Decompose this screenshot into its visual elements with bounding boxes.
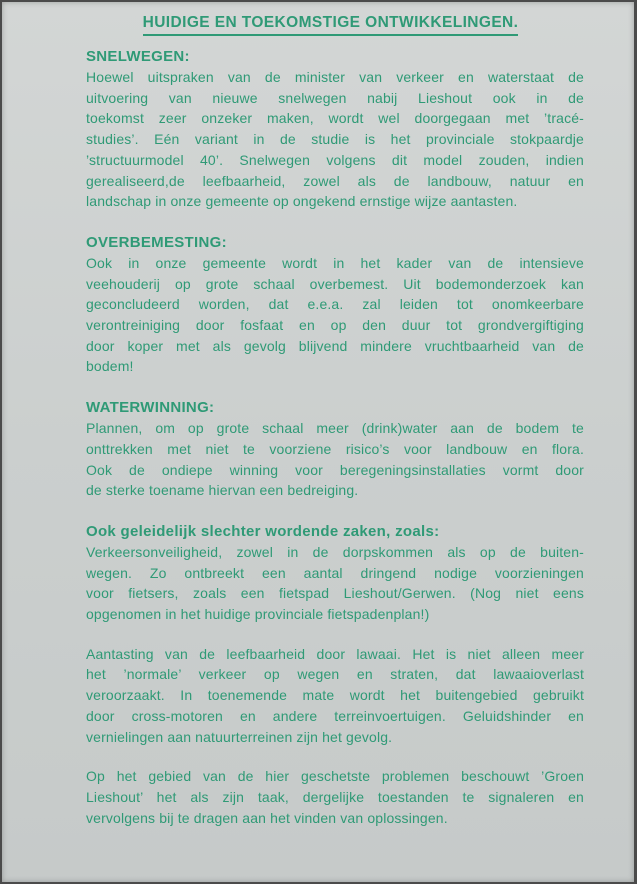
section-heading: Ook geleidelijk slechter wordende zaken, zoals: — [86, 522, 440, 540]
document-body — [86, 46, 584, 828]
text-line: landschap in onze gemeente op ongekend ernstige wijze aantasten. — [86, 193, 518, 210]
text-line: studies’. Eén variant in de studie is het provinciale stokpaardje — [86, 131, 584, 148]
text-line: Op het gebied van de hier geschetste problemen beschouwt ’Groen — [86, 768, 584, 785]
spacer — [86, 501, 584, 521]
text-line: ’structuurmodel 40’. Snelwegen volgens dit model zouden, indien — [86, 151, 584, 168]
text-line: door koper met als gevolg blijvend mindere vruchtbaarheid van de — [86, 337, 584, 354]
text-line: vernielingen aan natuurterreinen zijn het gevolg. — [86, 728, 393, 745]
section-snelwegen — [86, 46, 584, 212]
text-line: Ook in onze gemeente wordt in het kader van de intensieve — [86, 254, 584, 271]
section-paragraph — [86, 418, 584, 501]
text-line: voor fietsers, zoals een fietspad Lieshout/Gerwen. (Nog niet eens — [86, 585, 584, 602]
spacer — [86, 377, 584, 397]
spacer — [86, 625, 584, 644]
section-waterwinning — [86, 397, 584, 501]
text-line: Aantasting van de leefbaarheid door lawaai. Het is niet alleen meer — [86, 645, 584, 662]
text-line: wegen. Zo ontbreekt een aantal dringend nodige voorzieningen — [86, 564, 584, 581]
section-paragraph — [86, 67, 584, 212]
paragraph-lawaai — [86, 644, 584, 748]
paragraph-groen-lieshout — [86, 766, 584, 828]
section-heading: WATERWINNING: — [86, 399, 215, 417]
text-line: uitvoering van nieuwe snelwegen nabij Lieshout ook in de — [86, 89, 584, 106]
title-wrapper — [117, 14, 544, 36]
spacer — [86, 747, 584, 766]
text-line: veehouderij op grote schaal overbemest. Uit bodemonderzoek kan — [86, 275, 584, 292]
text-line: het ’normale’ verkeer op wegen en straten, dat lawaaioverlast — [86, 666, 584, 683]
text-line: gerealiseerd,de leefbaarheid, zowel als de landbouw, natuur en — [86, 172, 584, 189]
text-line: bodem! — [86, 358, 134, 375]
text-line: vervolgens bij te dragen aan het vinden van oplossingen. — [86, 809, 448, 826]
text-line: onttrekken met niet te voorziene risico’s voor landbouw en flora. — [86, 440, 584, 457]
text-line: Ook de ondiepe winning voor beregeningsinstallaties vormt door — [86, 461, 584, 478]
section-heading: SNELWEGEN: — [86, 48, 190, 65]
text-line: verontreiniging door fosfaat en op den duur tot grondvergiftiging — [86, 317, 584, 334]
text-line: opgenomen in het huidige provinciale fietspadenplan!) — [86, 606, 430, 623]
section-overbemesting — [86, 232, 584, 377]
section-paragraph — [86, 542, 584, 625]
section-heading: OVERBEMESTING: — [86, 233, 227, 251]
text-line: toekomst zeer onzeker maken, wordt wel doorgegaan met ’tracé- — [86, 110, 584, 127]
page-title: HUIDIGE EN TOEKOMSTIGE ONTWIKKELINGEN. — [143, 14, 519, 36]
text-line: geconcludeerd worden, dat e.e.a. zal leiden tot onomkeerbare — [86, 296, 584, 313]
text-line: de sterke toename hiervan een bedreiging. — [86, 482, 359, 499]
section-slechter-wordende-zaken — [86, 521, 584, 625]
text-line: Verkeersonveiligheid, zowel in de dorpskommen als op de buiten- — [86, 543, 584, 560]
section-paragraph — [86, 253, 584, 377]
text-line: Plannen, om op grote schaal meer (drink)water aan de bodem te — [86, 420, 584, 437]
text-line: veroorzaakt. In toenemende mate wordt het buitengebied gebruikt — [86, 687, 584, 704]
document-page — [2, 2, 634, 882]
text-line: door cross-motoren en andere terreinvoertuigen. Geluidshinder en — [86, 707, 584, 724]
spacer — [86, 212, 584, 232]
text-line: Lieshout’ het als zijn taak, dergelijke toestanden te signaleren en — [86, 788, 584, 805]
text-line: Hoewel uitspraken van de minister van verkeer en waterstaat de — [86, 69, 584, 85]
